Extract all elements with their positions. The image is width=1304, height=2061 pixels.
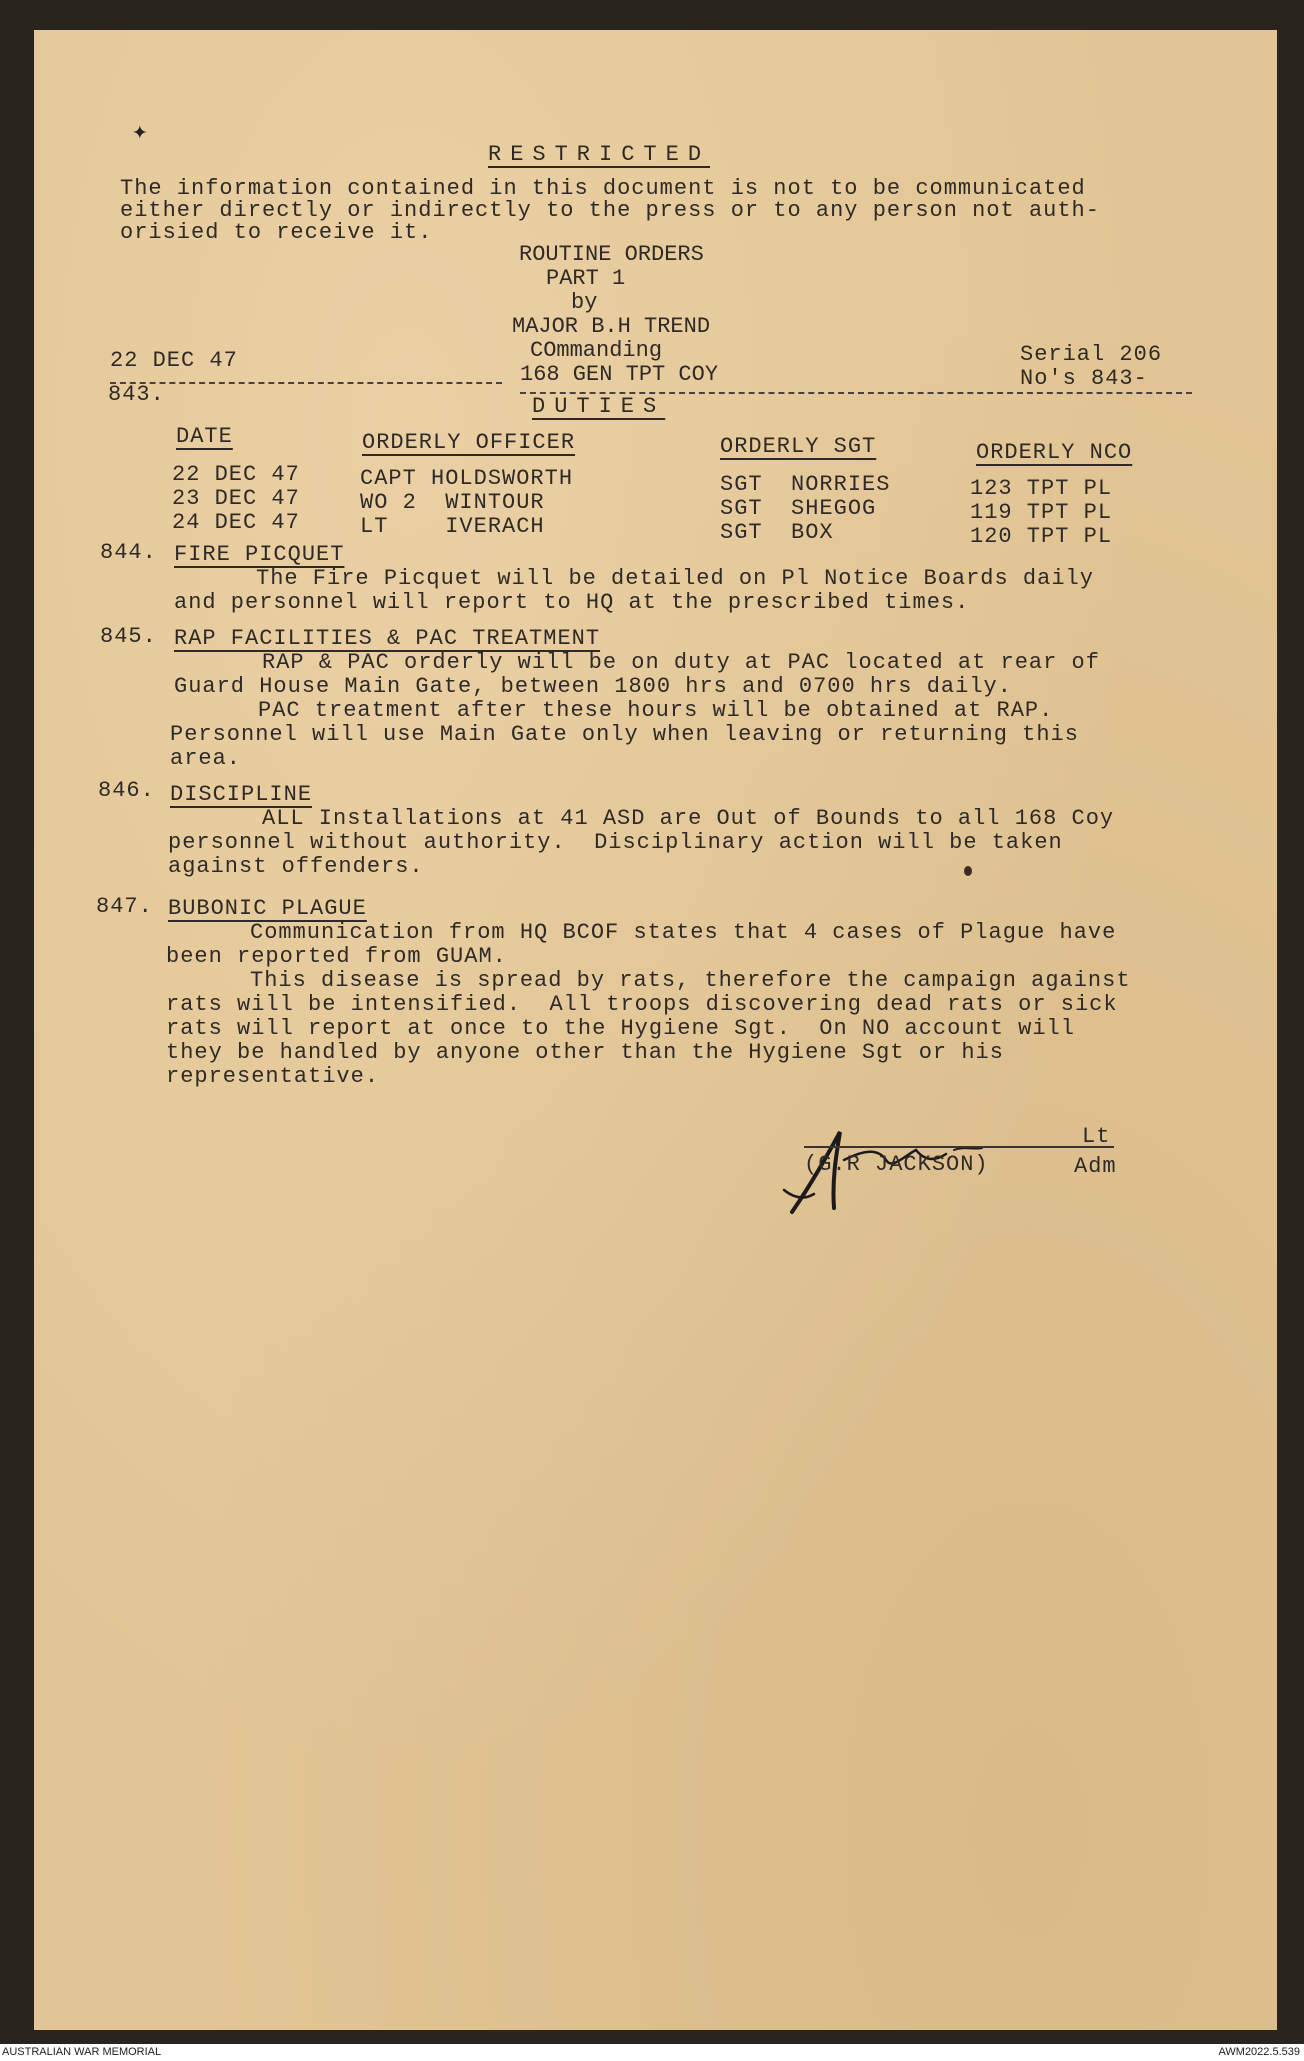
section-845-title: RAP FACILITIES & PAC TREATMENT bbox=[174, 626, 601, 651]
section-847-line-4: rats will be intensified. All troops discovering dead rats or sick bbox=[166, 992, 1118, 1017]
signature-appointment: Adm bbox=[1074, 1154, 1117, 1179]
caveat-line-2: either directly or indirectly to the press or to any person not auth- bbox=[120, 198, 1100, 223]
section-846-line-3: against offenders. bbox=[168, 854, 424, 879]
caveat-line-3: orisied to receive it. bbox=[120, 220, 433, 245]
duties-col-date: DATE bbox=[176, 424, 233, 449]
section-845-line-3: PAC treatment after these hours will be obtained at RAP. bbox=[258, 698, 1054, 723]
signature-rank: Lt bbox=[1082, 1124, 1111, 1149]
corner-mark-icon: ✦ bbox=[132, 117, 148, 147]
heading-commanding: COmmanding bbox=[530, 338, 663, 363]
duties-col-sgt: ORDERLY SGT bbox=[720, 434, 877, 459]
caveat-line-1: The information contained in this document is not to be communicated bbox=[120, 176, 1086, 201]
section-844-number: 844. bbox=[100, 540, 157, 565]
heading-by: by bbox=[571, 290, 598, 315]
section-847-title: BUBONIC PLAGUE bbox=[168, 896, 367, 921]
ink-spot bbox=[964, 866, 972, 876]
section-843-number: 843. bbox=[108, 382, 165, 407]
section-845-number: 845. bbox=[100, 624, 157, 649]
footer-accession-number: AWM2022.5.539 bbox=[1218, 2046, 1300, 2058]
duty-row-3-sgt: SGT BOX bbox=[720, 520, 834, 545]
section-845-line-4: Personnel will use Main Gate only when leaving or returning this bbox=[170, 722, 1079, 747]
signature-line bbox=[804, 1146, 1114, 1148]
section-844-title: FIRE PICQUET bbox=[174, 542, 345, 567]
signature-name: (G.R JACKSON) bbox=[804, 1152, 989, 1177]
serial-number: Serial 206 bbox=[1020, 342, 1163, 367]
duties-col-officer: ORDERLY OFFICER bbox=[362, 430, 576, 455]
section-847-number: 847. bbox=[96, 894, 153, 919]
duty-row-3-date: 24 DEC 47 bbox=[172, 510, 300, 535]
archive-footer bbox=[0, 2044, 1304, 2061]
duties-col-nco: ORDERLY NCO bbox=[976, 440, 1133, 465]
section-847-line-1: Communication from HQ BCOF states that 4 cases of Plague have bbox=[250, 920, 1117, 945]
section-844-line-1: The Fire Picquet will be detailed on Pl Notice Boards daily bbox=[256, 566, 1094, 591]
document-page bbox=[34, 30, 1277, 2030]
section-847-line-3: This disease is spread by rats, therefore the campaign against bbox=[250, 968, 1131, 993]
duty-row-1-sgt: SGT NORRIES bbox=[720, 472, 891, 497]
section-845-line-1: RAP & PAC orderly will be on duty at PAC located at rear of bbox=[262, 650, 1100, 675]
classification-label: RESTRICTED bbox=[488, 142, 711, 167]
duty-row-2-nco: 119 TPT PL bbox=[970, 500, 1113, 525]
duty-row-1-nco: 123 TPT PL bbox=[970, 476, 1113, 501]
heading-commander: MAJOR B.H TREND bbox=[512, 314, 711, 339]
duty-row-2-sgt: SGT SHEGOG bbox=[720, 496, 877, 521]
heading-routine-orders: ROUTINE ORDERS bbox=[519, 242, 704, 267]
section-843-title: DUTIES bbox=[532, 394, 666, 419]
section-846-line-2: personnel without authority. Disciplinary action will be taken bbox=[168, 830, 1063, 855]
section-847-line-6: they be handled by anyone other than the Hygiene Sgt or his bbox=[166, 1040, 1004, 1065]
heading-part: PART 1 bbox=[546, 266, 626, 291]
duty-row-1-officer: CAPT HOLDSWORTH bbox=[360, 466, 574, 491]
footer-archive-name: AUSTRALIAN WAR MEMORIAL bbox=[2, 2046, 162, 2058]
duty-row-2-officer: WO 2 WINTOUR bbox=[360, 490, 545, 515]
section-846-line-1: ALL Installations at 41 ASD are Out of Bounds to all 168 Coy bbox=[262, 806, 1115, 831]
order-numbers: No's 843- bbox=[1020, 366, 1148, 391]
section-847-line-2: been reported from GUAM. bbox=[166, 944, 507, 969]
section-847-line-7: representative. bbox=[166, 1064, 380, 1089]
divider-left bbox=[110, 382, 502, 384]
heading-unit: 168 GEN TPT COY bbox=[520, 362, 719, 387]
section-845-line-5: area. bbox=[170, 746, 242, 771]
duty-row-3-officer: LT IVERACH bbox=[360, 514, 545, 539]
duty-row-1-date: 22 DEC 47 bbox=[172, 462, 300, 487]
section-846-number: 846. bbox=[98, 778, 155, 803]
section-845-line-2: Guard House Main Gate, between 1800 hrs and 0700 hrs daily. bbox=[174, 674, 1012, 699]
section-847-line-5: rats will report at once to the Hygiene Sgt. On NO account will bbox=[166, 1016, 1075, 1041]
duty-row-3-nco: 120 TPT PL bbox=[970, 524, 1113, 549]
duty-row-2-date: 23 DEC 47 bbox=[172, 486, 300, 511]
section-846-title: DISCIPLINE bbox=[170, 782, 313, 807]
section-844-line-2: and personnel will report to HQ at the prescribed times. bbox=[174, 590, 970, 615]
order-date: 22 DEC 47 bbox=[110, 348, 238, 373]
